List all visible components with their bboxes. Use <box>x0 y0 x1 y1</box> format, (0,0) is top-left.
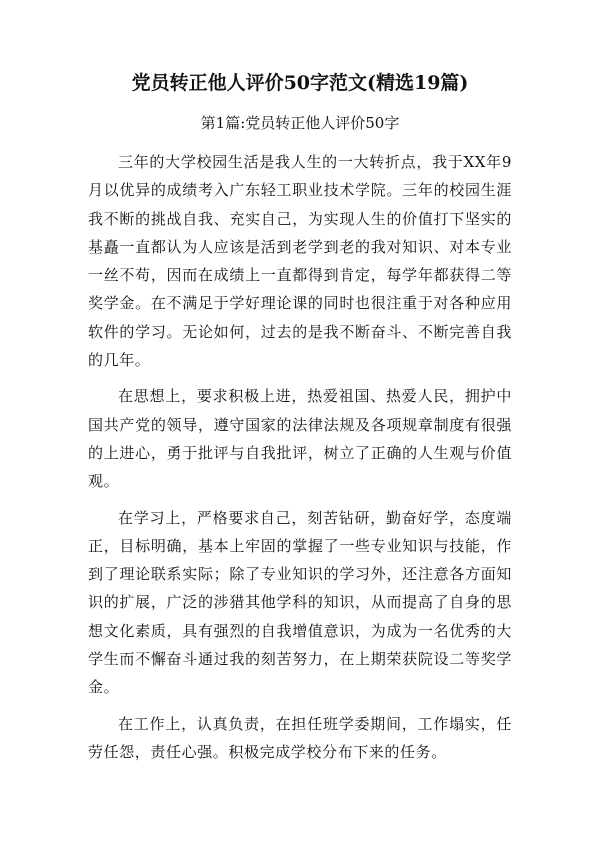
paragraph-work: 在工作上，认真负责，在担任班学委期间，工作塌实，任劳任怨，责任心强。积极完成学校分布下来的任务。 <box>88 714 512 761</box>
document-body <box>88 148 512 774</box>
section-heading: 第1篇:党员转正他人评价50字 <box>200 114 400 132</box>
paragraph-study: 在学习上，严格要求自己，刻苦钻研，勤奋好学，态度端正，目标明确，基本上牢固的掌握了一些专业知识与技能，作到了理论联系实际；除了专业知识的学习外，还注意各方面知识的扩展，广泛的涉猎其他学科的知识，从而提高了自身的思想文化素质，具有强烈的自我增值意识，为成为一名优秀的大学生而不懈奋斗通过我的刻苦努力，在上期荣获院设二等奖学金。 <box>88 508 512 697</box>
paragraph-thought: 在思想上，要求积极上进，热爱祖国、热爱人民，拥护中国共产党的领导，遵守国家的法律法规及各项规章制度有很强的上进心，勇于批评与自我批评，树立了正确的人生观与价值观。 <box>88 387 512 491</box>
document-title: 党员转正他人评价50字范文(精选19篇) <box>131 72 469 94</box>
paragraph-intro: 三年的大学校园生活是我人生的一大转折点，我于XX年9月以优异的成绩考入广东轻工职业技术学院。三年的校园生涯我不断的挑战自我、充实自己，为实现人生的价值打下坚实的基矗一直都认为人应该是活到老学到老的我对知识、对本专业一丝不苟，因而在成绩上一直都得到肯定，每学年都获得二等奖学金。在不满足于学好理论课的同时也很注重于对各种应用软件的学习。无论如何，过去的是我不断奋斗、不断完善自我的几年。 <box>88 153 512 370</box>
